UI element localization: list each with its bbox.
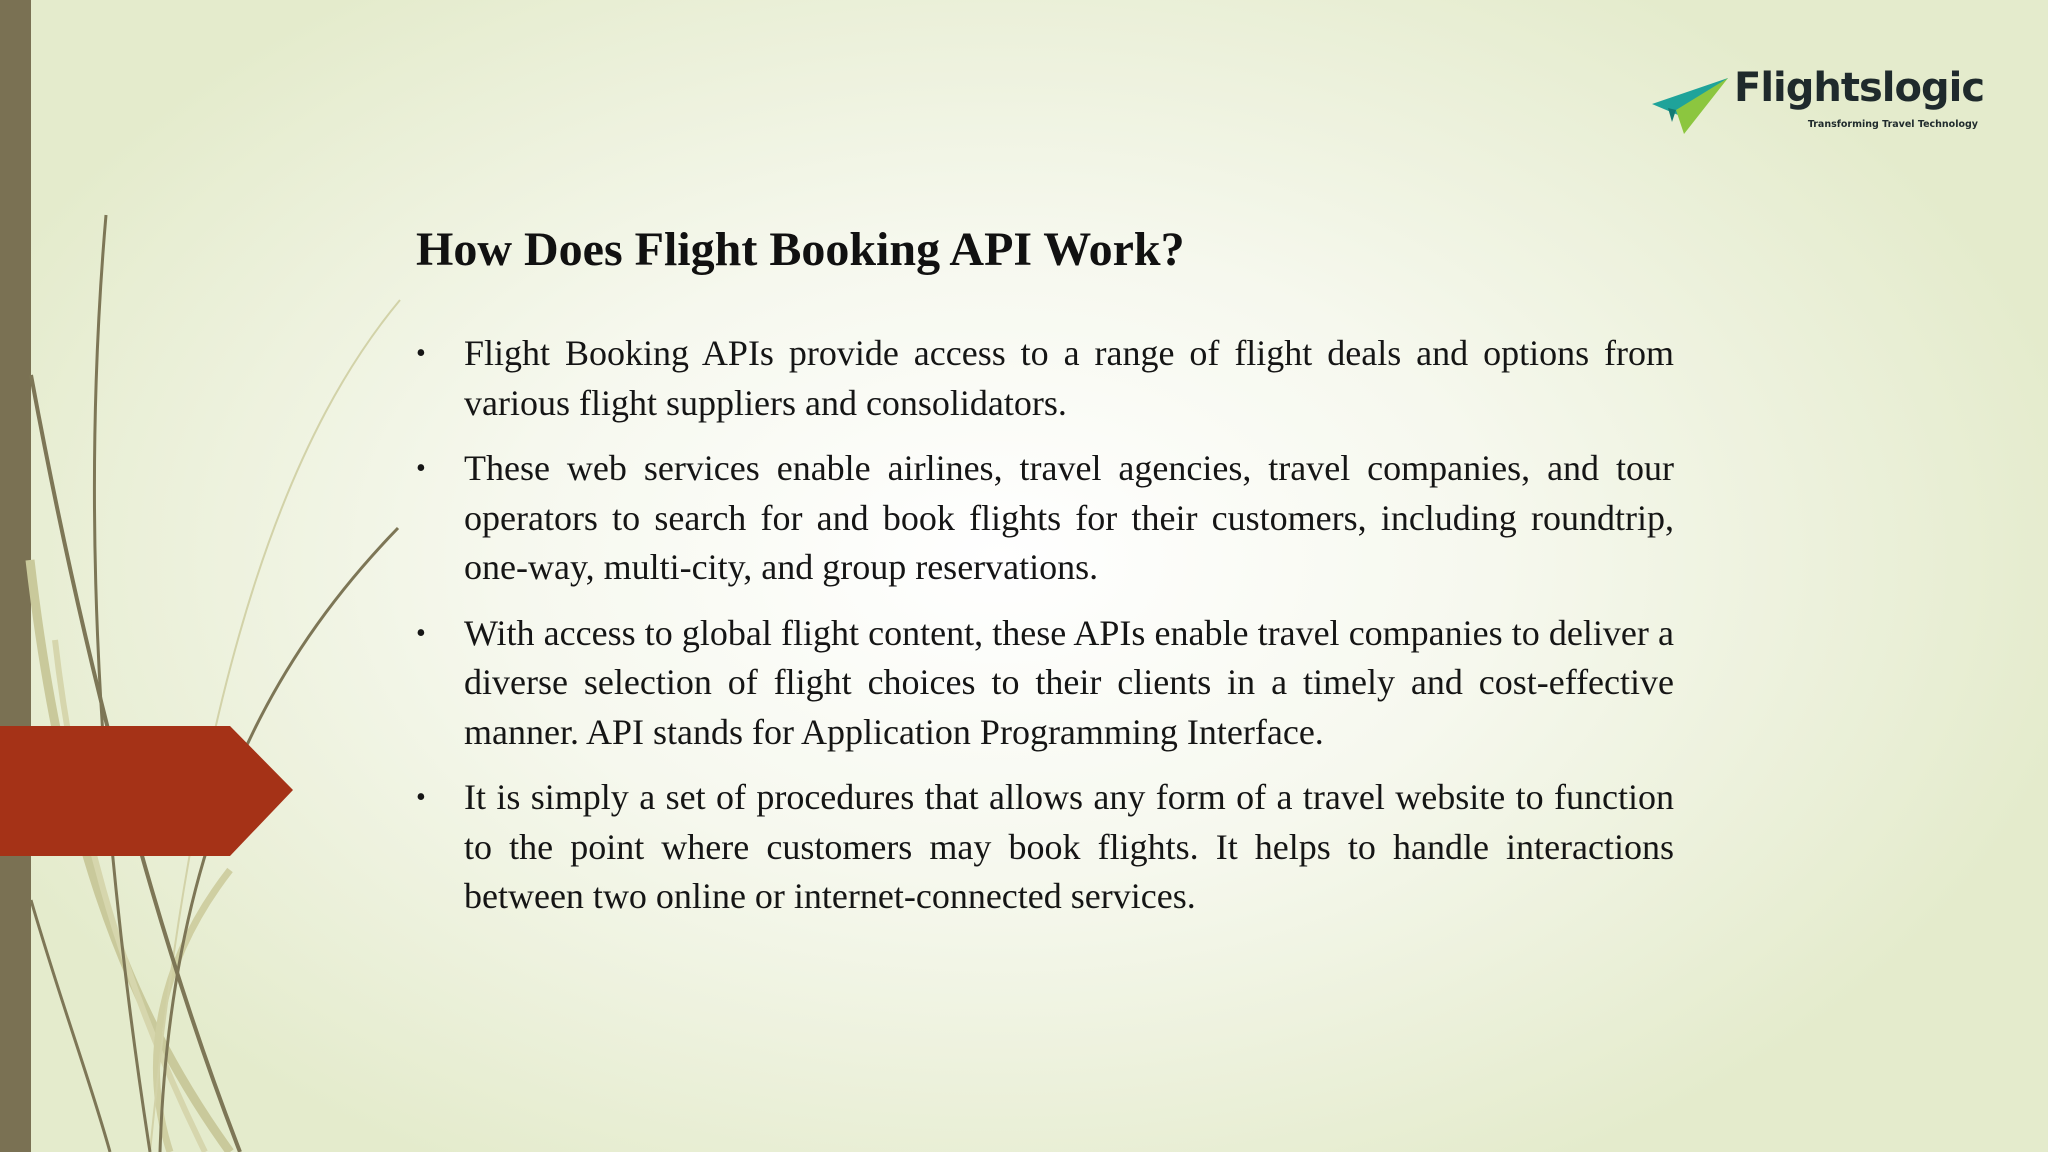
bullet-icon: • xyxy=(416,453,426,484)
decorative-curves xyxy=(0,0,420,1152)
slide-title: How Does Flight Booking API Work? xyxy=(416,223,1185,276)
paper-plane-icon xyxy=(1650,74,1730,136)
bullet-item xyxy=(416,329,1674,428)
bullet-item xyxy=(416,444,1674,593)
red-chevron-shape xyxy=(0,726,293,856)
bullet-item xyxy=(416,773,1674,922)
bullet-text: Flight Booking APIs provide access to a range of flight deals and options from various flight suppliers and consolidators. xyxy=(464,333,1674,423)
logo-tagline: Transforming Travel Technology xyxy=(1807,119,1978,130)
bullet-text: These web services enable airlines, travel agencies, travel companies, and tour operators to search for and book flights for their customers, including roundtrip, one-way, multi-city, and group reservations. xyxy=(464,448,1674,587)
bullet-icon: • xyxy=(416,338,426,369)
bullet-text: With access to global flight content, these APIs enable travel companies to deliver a diverse selection of flight choices to their clients in a timely and cost-effective manner. API stands for Application Programming Interface. xyxy=(464,612,1674,752)
bullet-icon: • xyxy=(416,782,426,813)
bullet-icon: • xyxy=(416,617,426,649)
brand-logo xyxy=(1650,65,1985,136)
bullet-item xyxy=(416,609,1674,758)
bullet-text: It is simply a set of procedures that allows any form of a travel website to function to the point where customers may book flights. It helps to handle interactions between two online or internet-connected services. xyxy=(464,777,1674,916)
bullet-list xyxy=(416,329,1674,938)
logo-name: Flightslogic xyxy=(1734,65,1985,111)
